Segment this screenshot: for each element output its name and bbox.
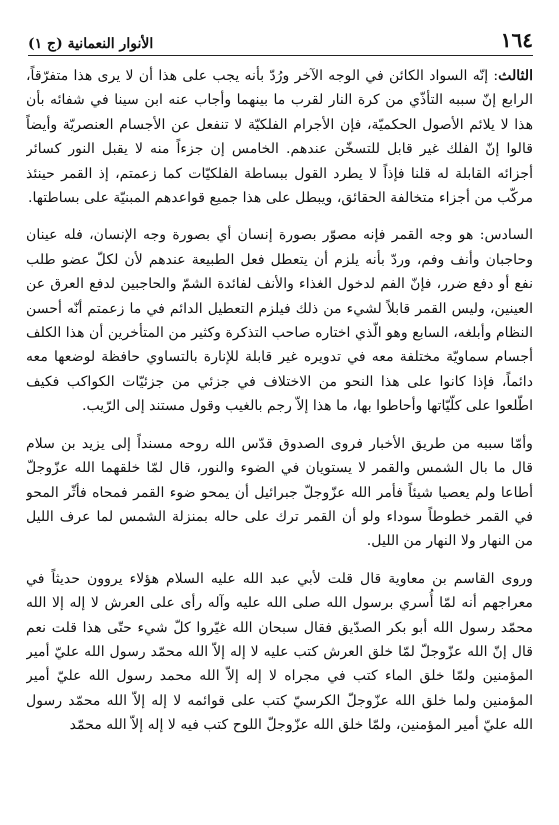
paragraph-text: : إنّه السواد الكائن في الوجه الآخر ورُدّ بأنه يجب على هذا أن لا يرى هذا متفرّقاً، الرابع إنّ سببه التأذّي من كرة النار لقرب ما بينهما وأجاب عنه ابن سينا في شفائه بأن هذا لا يلائم الأصول الحكميّة، فإن الأجرام الفلكيّة لا تنفعل عن الأجسام العنصريّة وأيضاً قالوا إنّ الفلك غير قابل للتسخّن عندهم. الخامس إن جزءاً منه لا يقبل النور كسائر أجزائه القابلة له قلنا فإذاً لا يطرد القول ببساطة الفلكيّات كما زعمتم، إذ القمر حينئذ مركّب من أجزاء متخالفة الحقائق، ويبطل على هذا جميع قواعدهم المبنيّة على بساطتها.: [26, 68, 533, 207]
body-text: [26, 64, 533, 815]
paragraph-narration-saduq: [26, 432, 533, 554]
paragraph-lead: الثالث: [498, 68, 533, 84]
paragraph-third-opinion: [26, 64, 533, 210]
paragraph-narration-qasim: [26, 567, 533, 738]
paragraph-text: السادس: هو وجه القمر فإنه مصوّر بصورة إنسان أي بصورة وجه الإنسان، فله عينان وحاجبان وأنف وفم، وردّ بأنه يلزم أن يتعطل فعل الطبيعة عندهم لأن لكلّ عضو طلب نفع أو دفع ضرر، فإنّ الفم لدخول الغذاء والأنف لفائدة الشمّ والحاجبين لدفع العرق عن العينين، وليس القمر قابلاً لشيء من ذلك فيلزم التعطيل الدائم في ما زعمتم أنّه أحسن النظام وأبلغه، السابع وهو الّذي اختاره صاحب التذكرة وكثير من المتأخرين أن هذا الكلف أجسام سماويّة مختلفة معه في تدويره غير قابلة للإنارة بالتساوي حافظة لوضعها معه دائماً، فإذا كانوا على هذا النحو من الاختلاف في جزئي من جزئيّات الكواكب فكيف اطّلعوا على كلّيّاتها وأحاطوا بها، ما هذا إلاّ رجم بالغيب وقول مستند إلى الرّيب.: [26, 227, 533, 415]
paragraph-text: وروى القاسم بن معاوية قال قلت لأبي عبد الله عليه السلام هؤلاء يروون حديثاً في معراجهم أنه لمّا أُسري برسول الله صلى الله عليه وآله رأى على العرش لا إله إلا الله محمّد رسول الله أبو بكر الصدّيق فقال سبحان الله غيّروا كلّ شيء حتّى هذا قلت نعم قال إنّ الله عزّوجلّ لمّا خلق العرش كتب عليه لا إله إلاّ الله محمّد رسول الله عليّ أمير المؤمنين ولمّا خلق الماء كتب في مجراه لا إله إلاّ الله محمد رسول الله عليّ أمير المؤمنين ولما خلق الله عزّوجلّ الكرسيّ كتب على قوائمه لا إله إلاّ الله محمّد رسول الله عليّ أمير المؤمنين، ولمّا خلق الله عزّوجلّ اللوح كتب فيه لا إله إلاّ الله محمّد: [26, 570, 533, 734]
paragraph-sixth-opinion: [26, 223, 533, 418]
paragraph-text: وأمّا سببه من طريق الأخبار فروى الصدوق قدّس الله روحه مسنداً إلى يزيد بن سلام قال ما بال الشمس والقمر لا يستويان في الضوء والنور، قال لمّا خلقهما الله عزّوجلّ أطاعا ولم يعصيا شيئاً فأمر الله عزّوجلّ جبرائيل أن يمحو ضوء القمر فمحاه فأثّر المحو في القمر خطوطاً سوداء ولو أن القمر ترك على حاله بمنزلة الشمس لما عرف الليل من النهار ولا النهار من الليل.: [26, 435, 533, 550]
page-header: [28, 26, 533, 56]
page-number: ١٦٤: [500, 28, 533, 52]
running-title: الأنوار النعمانية (ج ١): [28, 36, 154, 52]
